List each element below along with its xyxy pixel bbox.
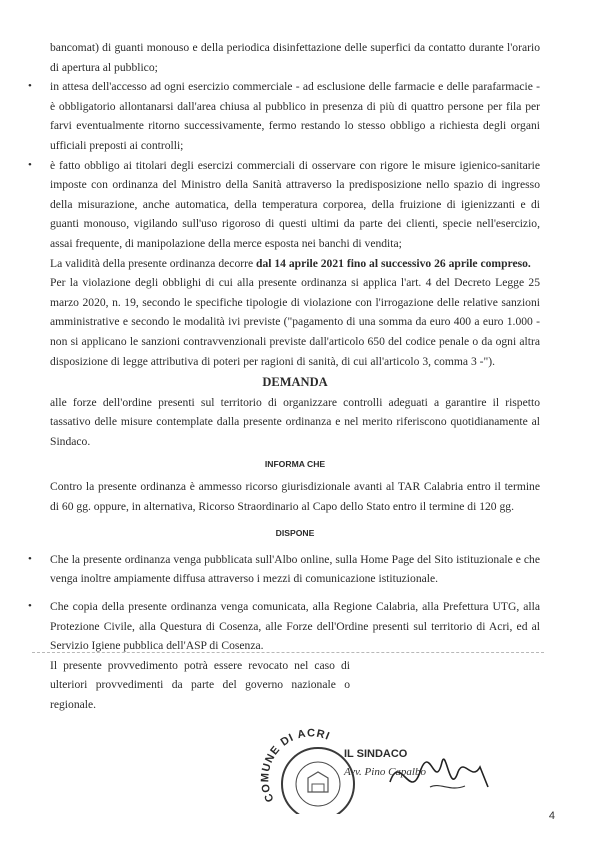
list-item-text: è fatto obbligo ai titolari degli esercizi commerciali di osservare con rigore le misure igienico-sanitarie imposte con ordinanza del Ministro della Sanità attraverso la predisposizione nello spazio di ingresso della misurazione, anche automatica, della temperatura corporea, della fruizione di igienizzanti e di guanti monouso, vigilando sull'uso rigoroso di questi ultimi da parte dei clienti, specie nell'esercizio, assai frequente, di manipolazione della merce esposta nei banchi di vendita;: [50, 158, 540, 250]
demanda-paragraph: alle forze dell'ordine presenti sul territorio di organizzare controlli adeguati a garantire il rispetto tassativo delle misure contemplate dalla presente ordinanza e nel merito riferiscono quotidianamente al Sindaco.: [50, 395, 540, 448]
handwritten-signature-icon: [380, 742, 500, 812]
informa-heading: INFORMA CHE: [264, 459, 326, 470]
signature-name: Avv. Pino Capalbo: [344, 766, 426, 778]
demanda-heading: DEMANDA: [262, 375, 328, 390]
bullet-icon: •: [28, 600, 32, 613]
bullet-icon: •: [28, 552, 32, 565]
bullet-icon: •: [28, 80, 32, 93]
scan-artifact-line: [32, 652, 544, 653]
validity-paragraph: [50, 254, 540, 274]
list-item: [28, 156, 540, 254]
document-body: [28, 38, 540, 715]
signature-title: IL SINDACO: [344, 748, 408, 760]
dispone-heading: DISPONE: [275, 528, 315, 539]
page-number: 4: [548, 810, 555, 822]
informa-paragraph: Contro la presente ordinanza è ammesso ricorso giurisdizionale avanti al TAR Calabria entro il termine di 60 gg. oppure, in alternativa, Ricorso Straordinario al Capo dello Stato entro il termine di 120 gg.: [50, 480, 540, 513]
signature-block: [252, 722, 502, 814]
paragraph-continuation: bancomat) di guanti monouso e della periodica disinfettazione delle superfici da contatto durante l'orario di apertura al pubblico;: [50, 41, 540, 74]
bullet-icon: •: [28, 158, 32, 171]
validity-prefix: La validità della presente ordinanza decorre: [50, 256, 257, 270]
list-item: [28, 77, 540, 155]
violation-paragraph: Per la violazione degli obblighi di cui alla presente ordinanza si applica l'art. 4 del Decreto Legge 25 marzo 2020, n. 19, secondo le specifiche tipologie di violazione con l'irrogazione delle relative sanzioni amministrative e secondo le modalità ivi previste ("pagamento di una somma da euro 400 a euro 1.000 - non si applicano le sanzioni contravvenzionali previste dall'articolo 650 del codice penale o da ogni altra disposizione di legge attributiva di poteri per ragioni di sanità, di cui all'articolo 3, comma 3 -").: [50, 276, 540, 368]
stamp-text: COMUNE DI ACRI: [259, 727, 332, 804]
list-item-text: Che copia della presente ordinanza venga comunicata, alla Regione Calabria, alla Prefettura UTG, alla Protezione Civile, alla Questura di Cosenza, alle Forze dell'Ordine presenti sul territorio di Acri, ed al Servizio Igiene pubblica dell'ASP di Cosenza.: [50, 600, 540, 653]
list-item-text: in attesa dell'accesso ad ogni esercizio commerciale - ad esclusione delle farmacie e delle parafarmacie - è obbligatorio allontanarsi dall'area chiusa al pubblico in presenza di più di quattro persone per fila per farvi eventualmente ritorno successivamente, fermo restando lo stesso obbligo a richiesta degli organi ufficiali preposti ai controlli;: [50, 80, 540, 152]
validity-dates: dal 14 aprile 2021 fino al successivo 26 aprile compreso.: [256, 256, 531, 270]
list-item: [28, 597, 540, 656]
list-item-text: Che la presente ordinanza venga pubblicata sull'Albo online, sulla Home Page del Sito istituzionale e che venga inoltre ampiamente diffusa attraverso i mezzi di comunicazione istituzionale.: [50, 552, 540, 586]
list-item: [28, 550, 540, 589]
revocation-paragraph: Il presente provvedimento potrà essere revocato nel caso di ulteriori provvedimenti da parte del governo nazionale o regionale.: [50, 658, 350, 711]
